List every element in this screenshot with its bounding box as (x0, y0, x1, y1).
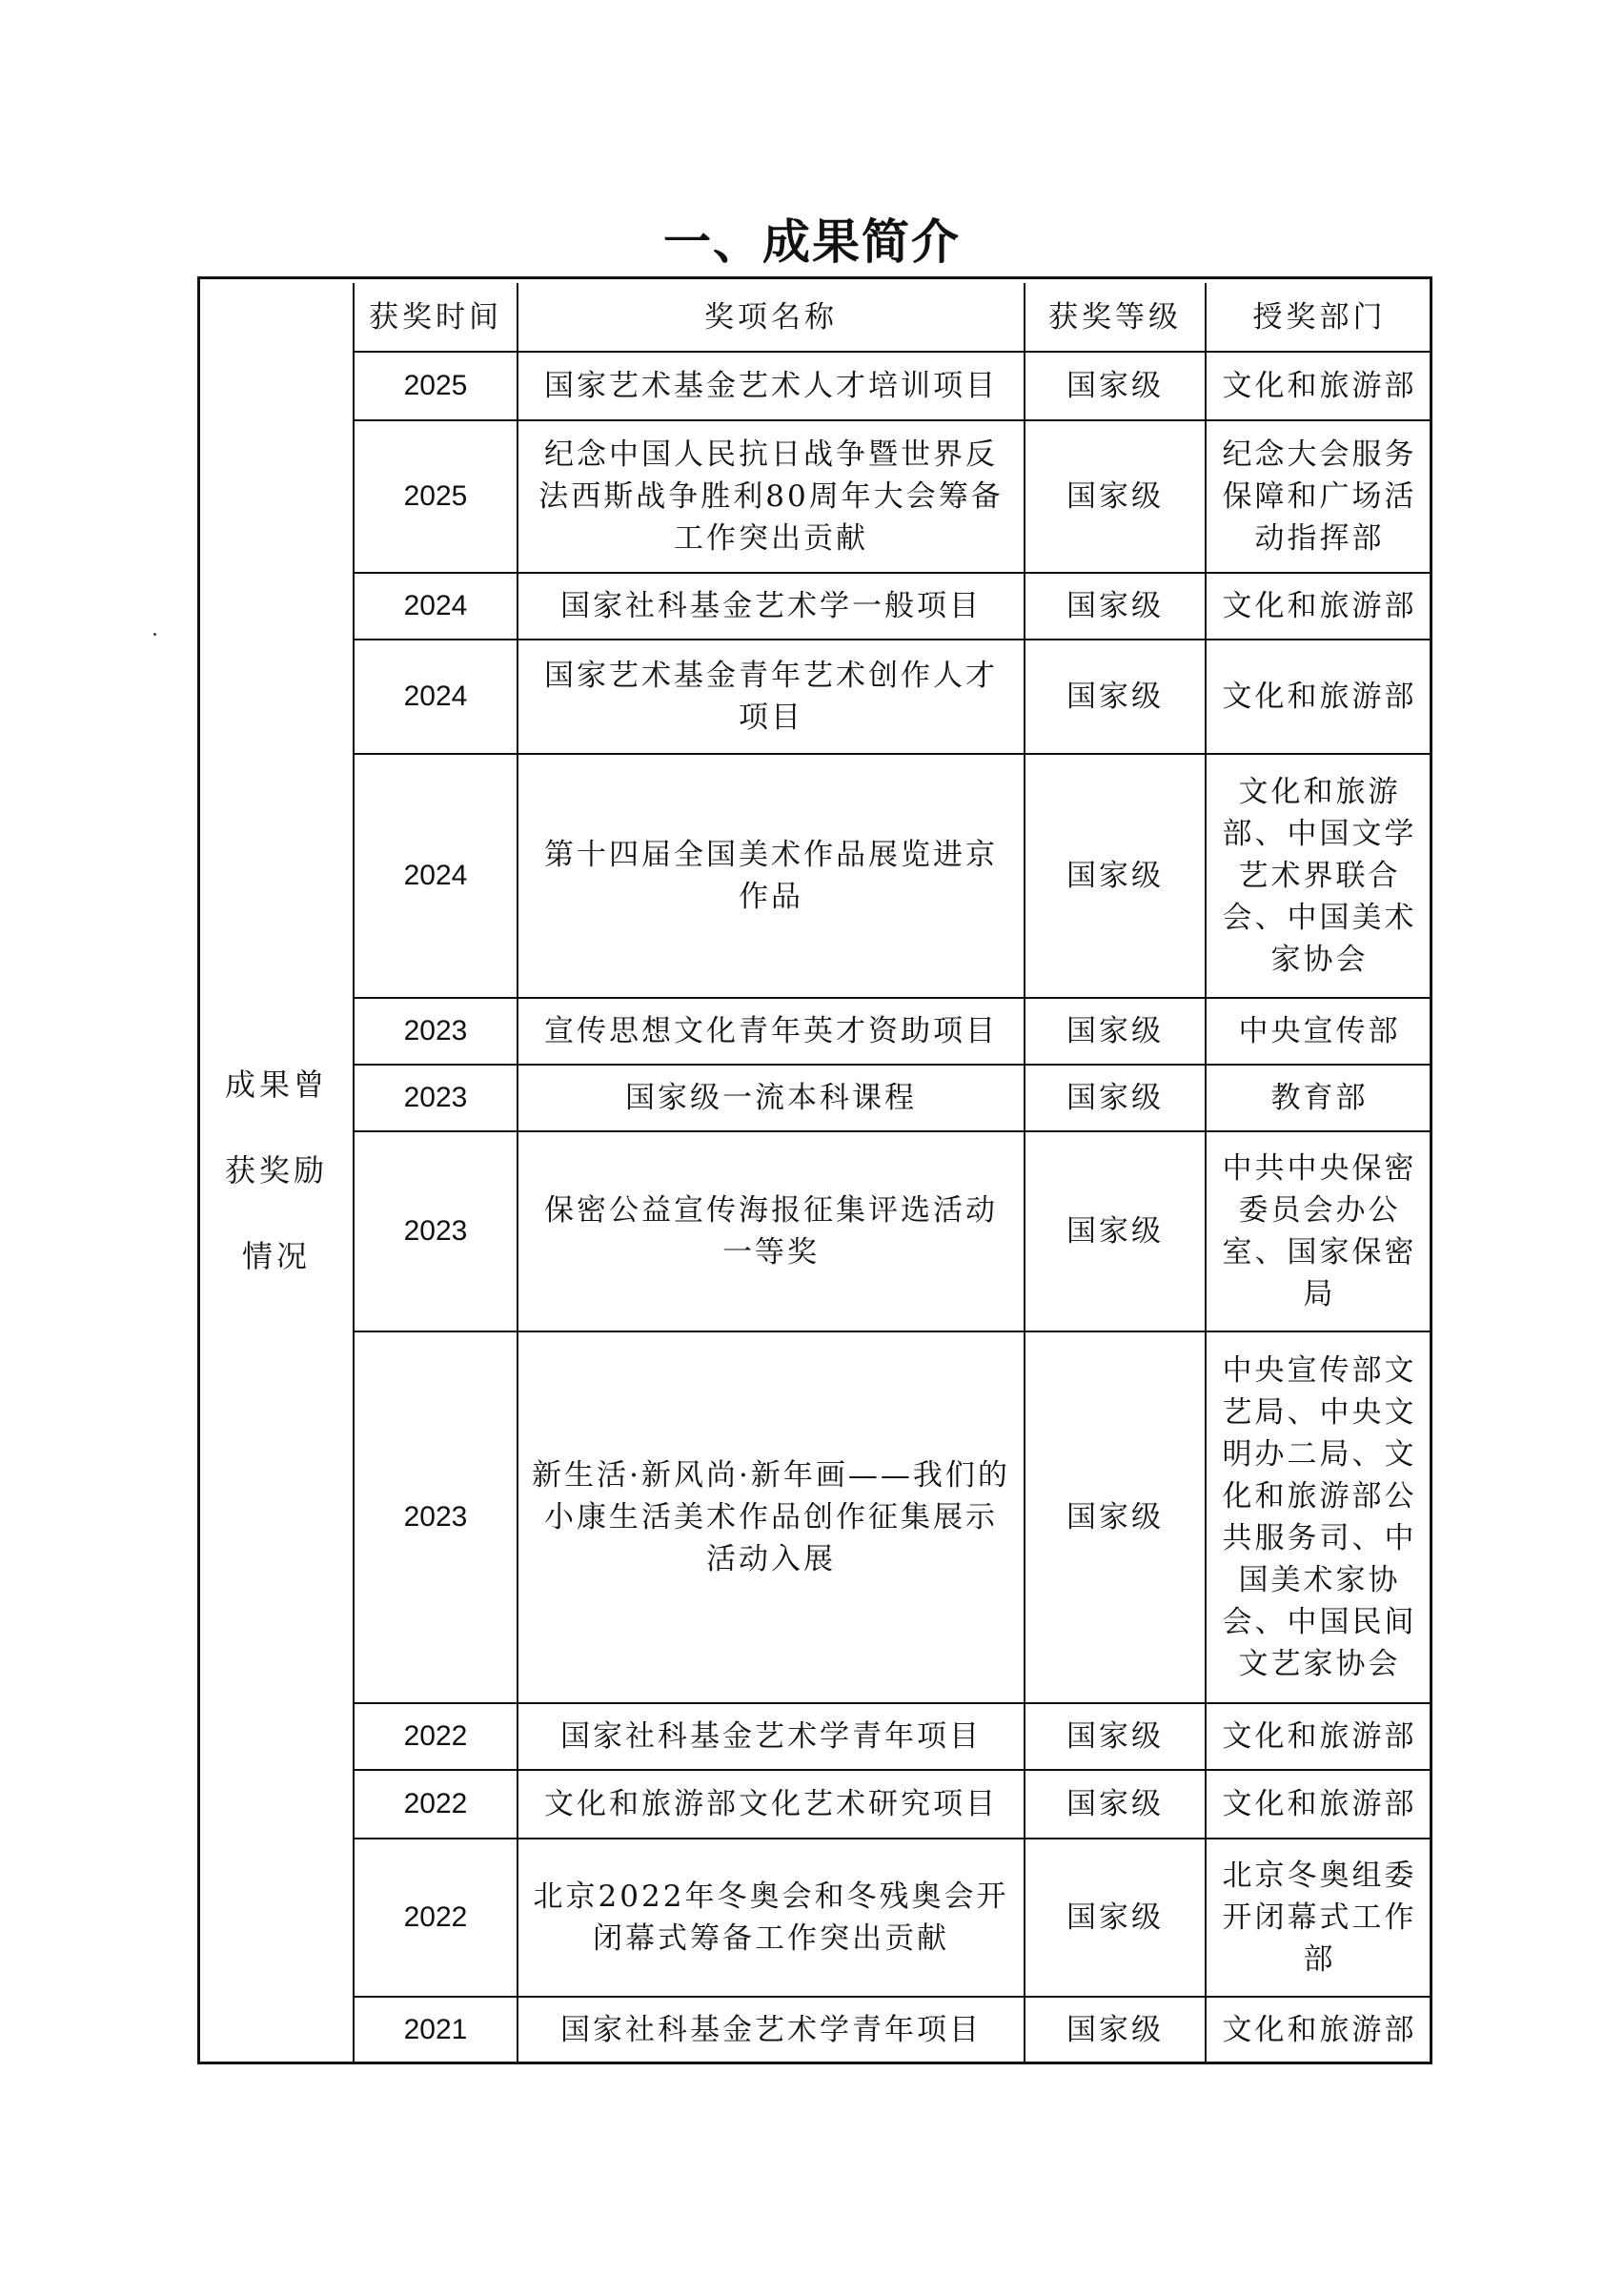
cell-name: 国家级一流本科课程 (518, 1065, 1025, 1131)
cell-level: 国家级 (1025, 1331, 1206, 1703)
cell-level: 国家级 (1025, 640, 1206, 754)
cell-year: 2024 (354, 640, 518, 754)
scan-speck (153, 633, 156, 636)
table-row (354, 1839, 1432, 1997)
cell-level: 国家级 (1025, 998, 1206, 1065)
table-row (354, 1997, 1432, 2062)
cell-year: 2023 (354, 1065, 518, 1131)
cell-name: 北京2022年冬奥会和冬残奥会开闭幕式筹备工作突出贡献 (518, 1839, 1025, 1997)
cell-dept: 文化和旅游部 (1206, 1997, 1432, 2062)
cell-dept: 文化和旅游部 (1206, 1770, 1432, 1839)
cell-name: 国家艺术基金青年艺术创作人才项目 (518, 640, 1025, 754)
cell-level: 国家级 (1025, 754, 1206, 998)
cell-name: 国家社科基金艺术学一般项目 (518, 573, 1025, 640)
side-label-line: 情况 (241, 1238, 311, 1274)
cell-level: 国家级 (1025, 1997, 1206, 2062)
table-row (354, 998, 1432, 1065)
cell-year: 2022 (354, 1839, 518, 1997)
table-row (354, 1770, 1432, 1839)
cell-year: 2023 (354, 998, 518, 1065)
cell-level: 国家级 (1025, 1131, 1206, 1331)
cell-year: 2021 (354, 1997, 518, 2062)
table-row (354, 352, 1432, 420)
cell-name: 国家社科基金艺术学青年项目 (518, 1703, 1025, 1770)
cell-year: 2024 (354, 573, 518, 640)
cell-year: 2022 (354, 1703, 518, 1770)
cell-name: 第十四届全国美术作品展览进京作品 (518, 754, 1025, 998)
table-row (354, 754, 1432, 998)
table-row (354, 1065, 1432, 1131)
cell-name: 国家艺术基金艺术人才培训项目 (518, 352, 1025, 420)
cell-level: 国家级 (1025, 420, 1206, 573)
side-label-line: 获奖励 (224, 1152, 328, 1189)
cell-year: 2024 (354, 754, 518, 998)
cell-dept: 中央宣传部文艺局、中央文明办二局、文化和旅游部公共服务司、中国美术家协会、中国民间文艺家协会 (1206, 1331, 1432, 1703)
cell-level: 国家级 (1025, 1065, 1206, 1131)
cell-name: 文化和旅游部文化艺术研究项目 (518, 1770, 1025, 1839)
cell-level: 国家级 (1025, 573, 1206, 640)
cell-name: 宣传思想文化青年英才资助项目 (518, 998, 1025, 1065)
col-header-year: 获奖时间 (354, 283, 518, 352)
cell-dept: 文化和旅游部 (1206, 352, 1432, 420)
cell-dept: 文化和旅游部 (1206, 573, 1432, 640)
cell-name: 保密公益宣传海报征集评选活动一等奖 (518, 1131, 1025, 1331)
cell-dept: 文化和旅游部 (1206, 1703, 1432, 1770)
cell-dept: 教育部 (1206, 1065, 1432, 1131)
col-header-name: 奖项名称 (518, 283, 1025, 352)
cell-dept: 纪念大会服务保障和广场活动指挥部 (1206, 420, 1432, 573)
cell-level: 国家级 (1025, 352, 1206, 420)
page-title: 一、成果简介 (663, 214, 961, 270)
col-header-dept: 授奖部门 (1206, 283, 1432, 352)
cell-year: 2023 (354, 1331, 518, 1703)
cell-dept: 文化和旅游部、中国文学艺术界联合会、中国美术家协会 (1206, 754, 1432, 998)
cell-dept: 北京冬奥组委开闭幕式工作部 (1206, 1839, 1432, 1997)
cell-name: 国家社科基金艺术学青年项目 (518, 1997, 1025, 2062)
table-row (354, 420, 1432, 573)
cell-year: 2025 (354, 420, 518, 573)
cell-year: 2022 (354, 1770, 518, 1839)
col-header-level: 获奖等级 (1025, 283, 1206, 352)
side-label-line: 成果曾 (224, 1067, 328, 1103)
awards-table (353, 283, 1432, 2062)
cell-name: 纪念中国人民抗日战争暨世界反法西斯战争胜利80周年大会筹备工作突出贡献 (518, 420, 1025, 573)
table-row (354, 640, 1432, 754)
cell-year: 2023 (354, 1131, 518, 1331)
cell-dept: 中央宣传部 (1206, 998, 1432, 1065)
side-label (198, 276, 355, 2064)
cell-level: 国家级 (1025, 1703, 1206, 1770)
table-row (354, 573, 1432, 640)
cell-name: 新生活·新风尚·新年画——我们的小康生活美术作品创作征集展示活动入展 (518, 1331, 1025, 1703)
table-row (354, 1703, 1432, 1770)
cell-year: 2025 (354, 352, 518, 420)
table-row (354, 1331, 1432, 1703)
table-row (354, 1131, 1432, 1331)
cell-level: 国家级 (1025, 1839, 1206, 1997)
cell-level: 国家级 (1025, 1770, 1206, 1839)
table-header-row (354, 283, 1432, 352)
cell-dept: 文化和旅游部 (1206, 640, 1432, 754)
cell-dept: 中共中央保密委员会办公室、国家保密局 (1206, 1131, 1432, 1331)
